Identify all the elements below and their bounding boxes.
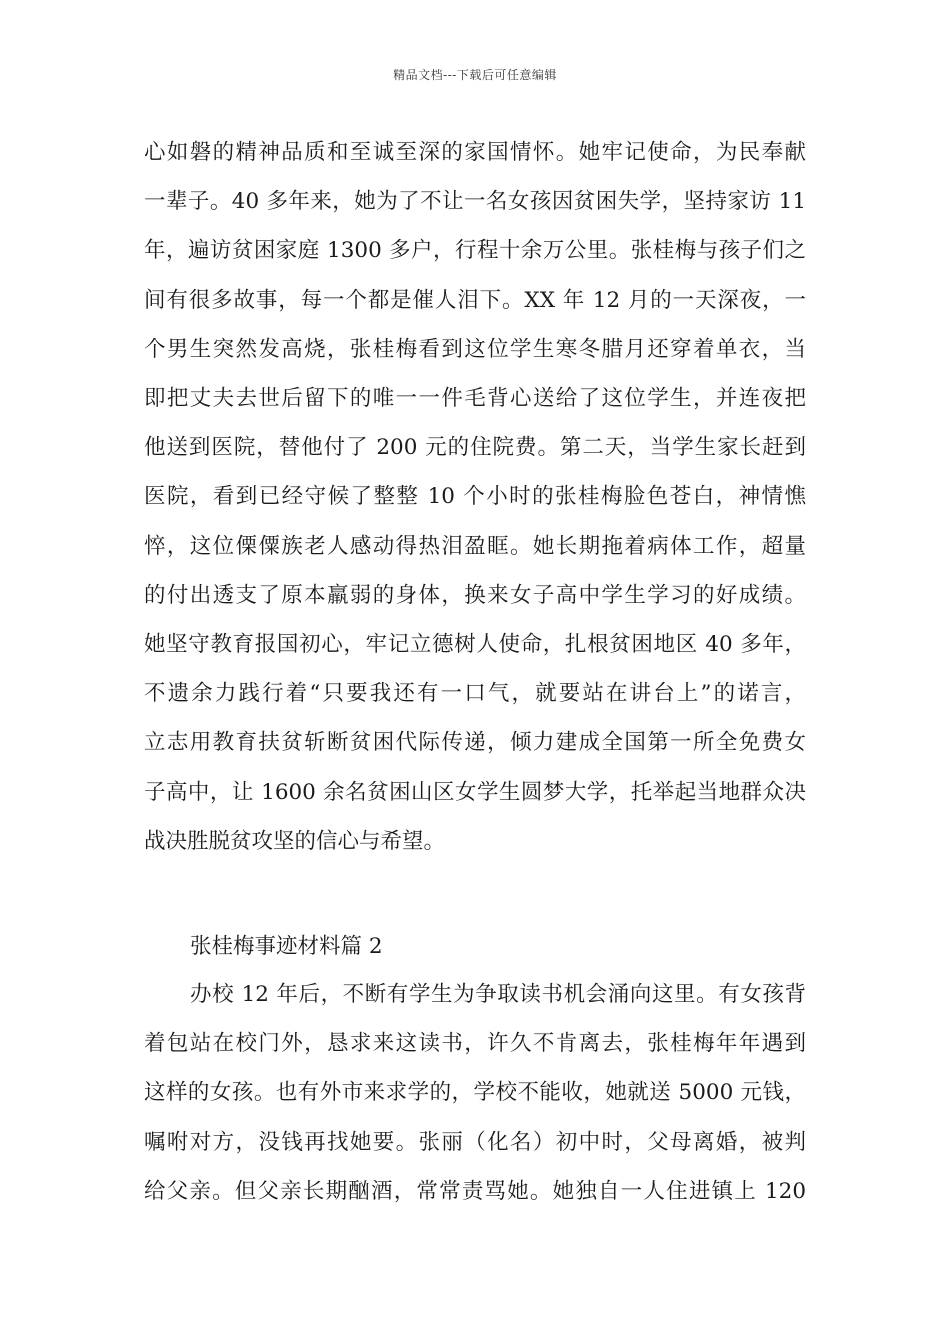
paragraph-line: 即把丈夫去世后留下的唯一一件毛背心送给了这位学生，并连夜把 bbox=[144, 386, 806, 412]
paragraph-line: 办校 12 年后，不断有学生为争取读书机会涌向这里。有女孩背 bbox=[190, 982, 806, 1007]
paragraph-line: 的付出透支了原本羸弱的身体，换来女子高中学生学习的好成绩。 bbox=[144, 582, 806, 608]
paragraph-line: 给父亲。但父亲长期酗酒，常常责骂她。她独自一人住进镇上 120 bbox=[144, 1178, 806, 1204]
paragraph-line: 悴，这位傈僳族老人感动得热泪盈眶。她长期拖着病体工作，超量 bbox=[144, 533, 806, 559]
paragraph-line: 医院，看到已经守候了整整 10 个小时的张桂梅脸色苍白，神情憔 bbox=[144, 484, 806, 510]
paragraph-line: 着包站在校门外，恳求来这读书，许久不肯离去，张桂梅年年遇到 bbox=[144, 1031, 806, 1057]
page-header: 精品文档---下载后可任意编辑 bbox=[393, 68, 557, 82]
paragraph-1 bbox=[144, 128, 806, 866]
paragraph-line: 间有很多故事，每一个都是催人泪下。XX 年 12 月的一天深夜，一 bbox=[144, 287, 806, 313]
paragraph-line: 立志用教育扶贫斩断贫困代际传递，倾力建成全国第一所全免费女 bbox=[144, 730, 806, 756]
paragraph-line: 不遗余力践行着“只要我还有一口气，就要站在讲台上”的诺言， bbox=[144, 681, 806, 707]
paragraph-2 bbox=[144, 970, 806, 1216]
paragraph-line: 一辈子。40 多年来，她为了不让一名女孩因贫困失学，坚持家访 11 bbox=[144, 189, 806, 215]
paragraph-line: 子高中，让 1600 余名贫困山区女学生圆梦大学，托举起当地群众决 bbox=[144, 779, 806, 805]
paragraph-line: 年，遍访贫困家庭 1300 多户，行程十余万公里。张桂梅与孩子们之 bbox=[144, 238, 806, 264]
section-heading: 张桂梅事迹材料篇 2 bbox=[190, 934, 383, 959]
paragraph-line: 这样的女孩。也有外市来求学的，学校不能收，她就送 5000 元钱， bbox=[144, 1080, 806, 1106]
paragraph-line: 嘱咐对方，没钱再找她要。张丽（化名）初中时，父母离婚，被判 bbox=[144, 1129, 806, 1155]
paragraph-line: 他送到医院，替他付了 200 元的住院费。第二天，当学生家长赶到 bbox=[144, 435, 806, 461]
paragraph-line: 战决胜脱贫攻坚的信心与希望。 bbox=[144, 828, 446, 854]
paragraph-line: 心如磐的精神品质和至诚至深的家国情怀。她牢记使命，为民奉献 bbox=[144, 140, 806, 165]
paragraph-line: 个男生突然发高烧，张桂梅看到这位学生寒冬腊月还穿着单衣，当 bbox=[144, 336, 806, 362]
paragraph-line: 她坚守教育报国初心，牢记立德树人使命，扎根贫困地区 40 多年， bbox=[144, 632, 806, 658]
